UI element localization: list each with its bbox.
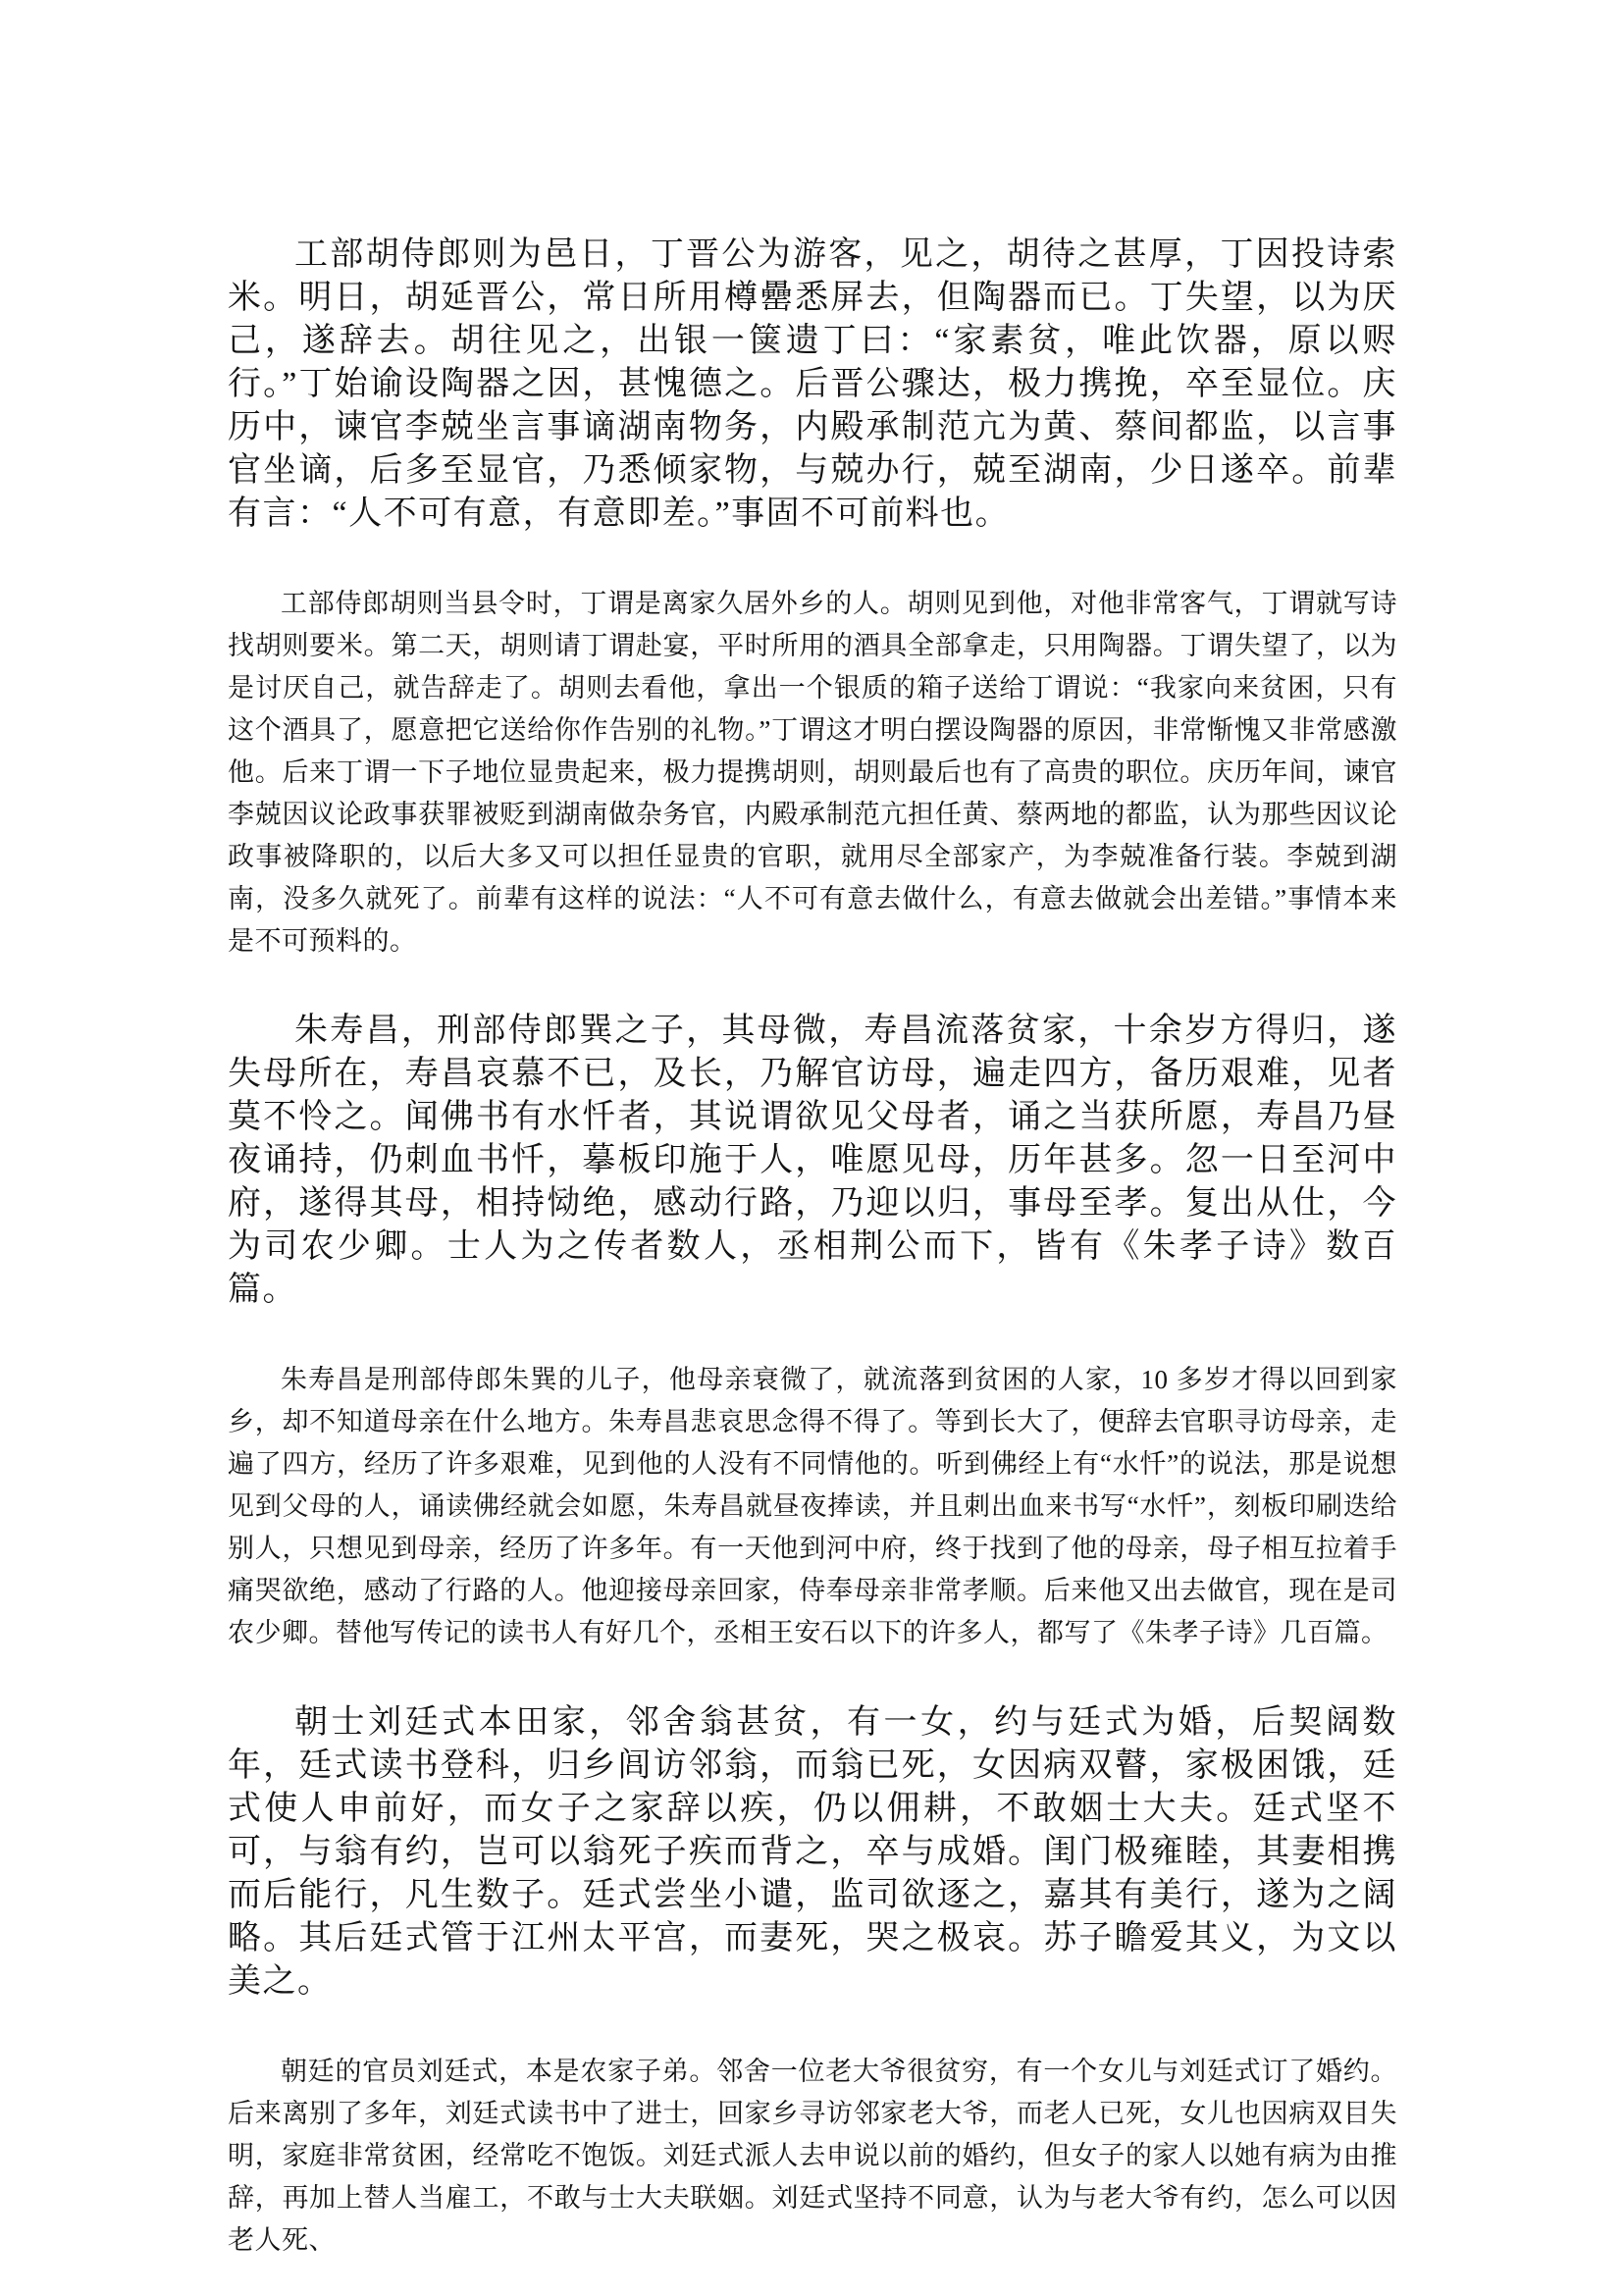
paragraph-translation-liu-tingshi: 朝廷的官员刘廷式，本是农家子弟。邻舍一位老大爷很贫穷，有一个女儿与刘廷式订了婚约。后来离别了多年，刘廷式读书中了进士，回家乡寻访邻家老大爷，而老人已死，女儿也因病双目失明，家庭非常贫困，经常吃不饱饭。刘廷式派人去申说以前的婚约，但女子的家人以她有病为由推辞，再加上替人当雇工，不敢与士大夫联姻。刘廷式坚持不同意，认为与老大爷有约，怎么可以因老人死、 <box>228 2057 1397 2255</box>
paragraph-classical-liu-tingshi: 朝士刘廷式本田家，邻舍翁甚贫，有一女，约与廷式为婚，后契阔数年，廷式读书登科，归乡闾访邻翁，而翁已死，女因病双瞽，家极困饿，廷式使人申前好，而女子之家辞以疾，仍以佣耕，不敢姻士大夫。廷式坚不可，与翁有约，岂可以翁死子疾而背之，卒与成婚。闺门极雍睦，其妻相携而后能行，凡生数子。廷式尝坐小谴，监司欲逐之，嘉其有美行，遂为之阔略。其后廷式管于江州太平宫，而妻死，哭之极哀。苏子瞻爱其义，为文以美之。 <box>228 1704 1397 2000</box>
paragraph-translation-zhu-shouchang: 朱寿昌是刑部侍郎朱巽的儿子，他母亲衰微了，就流落到贫困的人家，10 多岁才得以回到家乡，却不知道母亲在什么地方。朱寿昌悲哀思念得不得了。等到长大了，便辞去官职寻访母亲，走遍了四方，经历了许多艰难，见到他的人没有不同情他的。听到佛经上有“水忏”的说法，那是说想见到父母的人，诵读佛经就会如愿，朱寿昌就昼夜捧读，并且刺出血来书写“水忏”，刻板印刷迭给别人，只想见到母亲，经历了许多年。有一天他到河中府，终于找到了他的母亲，母子相互拉着手痛哭欲绝，感动了行路的人。他迎接母亲回家，侍奉母亲非常孝顺。后来他又出去做官，现在是司农少卿。替他写传记的读书人有好几个，丞相王安石以下的许多人，都写了《朱孝子诗》几百篇。 <box>228 1365 1397 1647</box>
text-content <box>228 234 1397 2294</box>
paragraph-classical-zhu-shouchang: 朱寿昌，刑部侍郎巽之子，其母微，寿昌流落贫家，十余岁方得归，遂失母所在，寿昌哀慕不已，及长，乃解官访母，遍走四方，备历艰难，见者莫不怜之。闻佛书有水忏者，其说谓欲见父母者，诵之当获所愿，寿昌乃昼夜诵持，仍刺血书忏，摹板印施于人，唯愿见母，历年甚多。忽一日至河中府，遂得其母，相持恸绝，感动行路，乃迎以归，事母至孝。复出从仕，今为司农少卿。士人为之传者数人，丞相荆公而下，皆有《朱孝子诗》数百篇。 <box>228 1013 1397 1308</box>
paragraph-classical-hu-shilang: 工部胡侍郎则为邑日，丁晋公为游客，见之，胡待之甚厚，丁因投诗索米。明日，胡延晋公，常日所用樽罍悉屏去，但陶器而已。丁失望，以为厌己，遂辞去。胡往见之，出银一箧遗丁曰：“家素贫，唯此饮器，原以赆行。”丁始谕设陶器之因，甚愧德之。后晋公骤达，极力携挽，卒至显位。庆历中，谏官李兢坐言事谪湖南物务，内殿承制范亢为黄、蔡间都监，以言事官坐谪，后多至显官，乃悉倾家物，与兢办行，兢至湖南，少日遂卒。前辈有言：“人不可有意，有意即差。”事固不可前料也。 <box>228 236 1397 532</box>
paragraph-translation-hu-shilang: 工部侍郎胡则当县令时，丁谓是离家久居外乡的人。胡则见到他，对他非常客气，丁谓就写诗找胡则要米。第二天，胡则请丁谓赴宴，平时所用的酒具全部拿走，只用陶器。丁谓失望了，以为是讨厌自己，就告辞走了。胡则去看他，拿出一个银质的箱子送给丁谓说：“我家向来贫困，只有这个酒具了，愿意把它送给你作告别的礼物。”丁谓这才明白摆设陶器的原因，非常惭愧又非常感激他。后来丁谓一下子地位显贵起来，极力提携胡则，胡则最后也有了高贵的职位。庆历年间，谏官李兢因议论政事获罪被贬到湖南做杂务官，内殿承制范亢担任黄、蔡两地的都监，认为那些因议论政事被降职的，以后大多又可以担任显贵的官职，就用尽全部家产，为李兢准备行装。李兢到湖南，没多久就死了。前辈有这样的说法：“人不可有意去做什么，有意去做就会出差错。”事情本来是不可预料的。 <box>228 589 1397 956</box>
